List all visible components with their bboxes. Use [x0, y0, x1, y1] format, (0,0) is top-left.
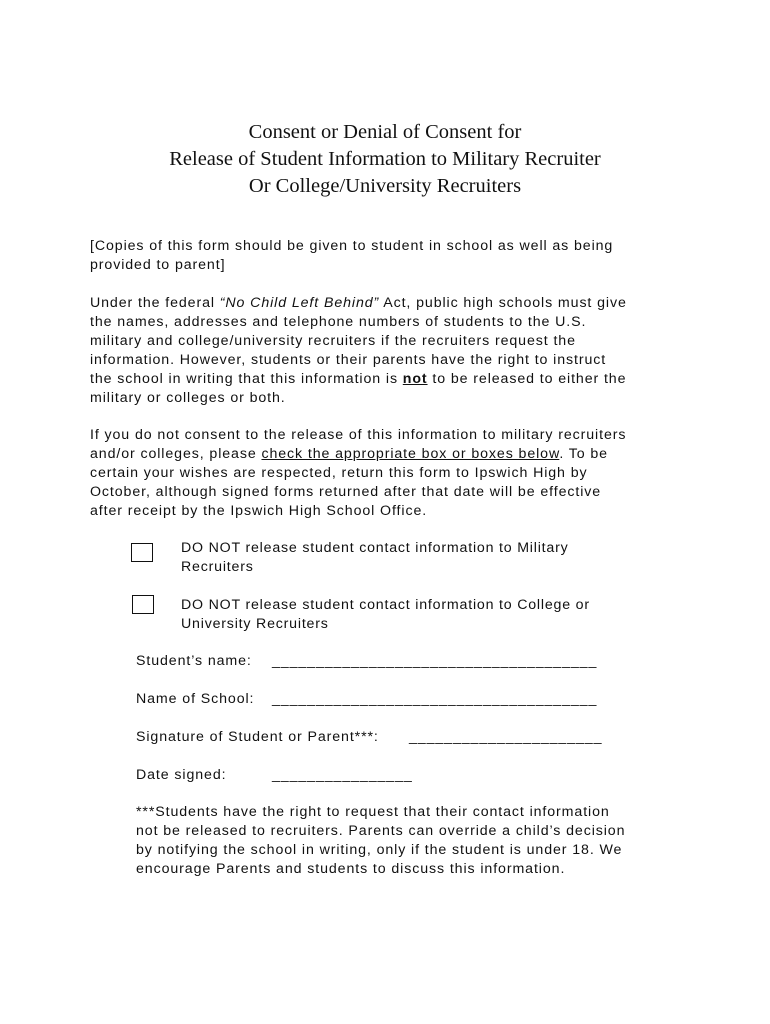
footnote-line-2: not be released to recruiters. Parents can override a child’s decision [136, 823, 626, 839]
paragraph-consent-instructions [90, 426, 690, 521]
paragraph1-line-5-end: to be released to either the [427, 371, 627, 387]
document-title [0, 119, 770, 200]
title-line-2: Release of Student Information to Military Recruiter [169, 148, 601, 170]
footnote-line-4: encourage Parents and students to discuss this information. [136, 861, 566, 877]
paragraph2-line-2-start: and/or colleges, please [90, 446, 262, 462]
paragraph1-line-2: the names, addresses and telephone numbers of students to the U.S. [90, 314, 587, 330]
student-name-label: Student’s name: [136, 653, 252, 669]
date-signed-label: Date signed: [136, 767, 227, 783]
military-opt-out-label [181, 539, 569, 577]
title-line-3: Or College/University Recruiters [248, 175, 522, 197]
paragraph1-line-3: military and college/university recruiters if the recruiters request the [90, 333, 576, 349]
student-name-field[interactable] [136, 652, 598, 671]
college-opt-out-line-1: DO NOT release student contact information to College or [181, 597, 590, 613]
act-name: “No Child Left Behind” [219, 295, 380, 311]
date-signed-blank[interactable]: ________________ [272, 767, 413, 783]
paragraph2-line-5: after receipt by the Ipswich High School Office. [90, 503, 428, 519]
date-signed-field[interactable] [136, 766, 413, 785]
copies-note [90, 237, 690, 275]
school-name-blank[interactable]: _____________________________________ [272, 691, 598, 707]
military-opt-out-checkbox[interactable] [131, 543, 153, 562]
signature-field[interactable] [136, 728, 603, 747]
footnote-line-1: ***Students have the right to request that their contact information [136, 804, 610, 820]
paragraph1-line-6: military or colleges or both. [90, 390, 286, 406]
paragraph2-line-2-end: . To be [559, 446, 608, 462]
check-box-instruction: check the appropriate box or boxes below [261, 446, 560, 462]
student-name-blank[interactable]: _____________________________________ [272, 653, 598, 669]
signature-blank[interactable]: ______________________ [409, 729, 603, 745]
college-opt-out-line-2: University Recruiters [181, 616, 329, 632]
copies-note-line-1: [Copies of this form should be given to student in school as well as being [90, 238, 614, 254]
paragraph1-line-1-end: Act, public high schools must give [379, 295, 627, 311]
footnote-line-3: by notifying the school in writing, only if the student is under 18. We [136, 842, 623, 858]
paragraph1-line-1-start: Under the federal [90, 295, 220, 311]
paragraph-federal-act [90, 294, 690, 408]
school-name-label: Name of School: [136, 691, 255, 707]
paragraph1-line-5-start: the school in writing that this information is [90, 371, 403, 387]
college-opt-out-checkbox[interactable] [132, 595, 154, 614]
paragraph1-line-1 [90, 294, 690, 313]
title-line-1: Consent or Denial of Consent for [248, 121, 522, 143]
paragraph1-line-4: information. However, students or their parents have the right to instruct [90, 352, 607, 368]
paragraph1-line-5 [90, 370, 690, 389]
school-name-field[interactable] [136, 690, 598, 709]
college-opt-out-label [181, 596, 590, 634]
paragraph2-line-2 [90, 445, 690, 464]
military-opt-out-line-1: DO NOT release student contact information to Military [181, 540, 569, 556]
emphasis-not: not [402, 371, 428, 387]
paragraph2-line-3: certain your wishes are respected, return this form to Ipswich High by [90, 465, 588, 481]
signature-label: Signature of Student or Parent***: [136, 729, 379, 745]
paragraph2-line-1: If you do not consent to the release of this information to military recruiters [90, 427, 627, 443]
copies-note-line-2: provided to parent] [90, 257, 226, 273]
military-opt-out-line-2: Recruiters [181, 559, 254, 575]
footnote [136, 803, 625, 879]
paragraph2-line-4: October, although signed forms returned after that date will be effective [90, 484, 602, 500]
